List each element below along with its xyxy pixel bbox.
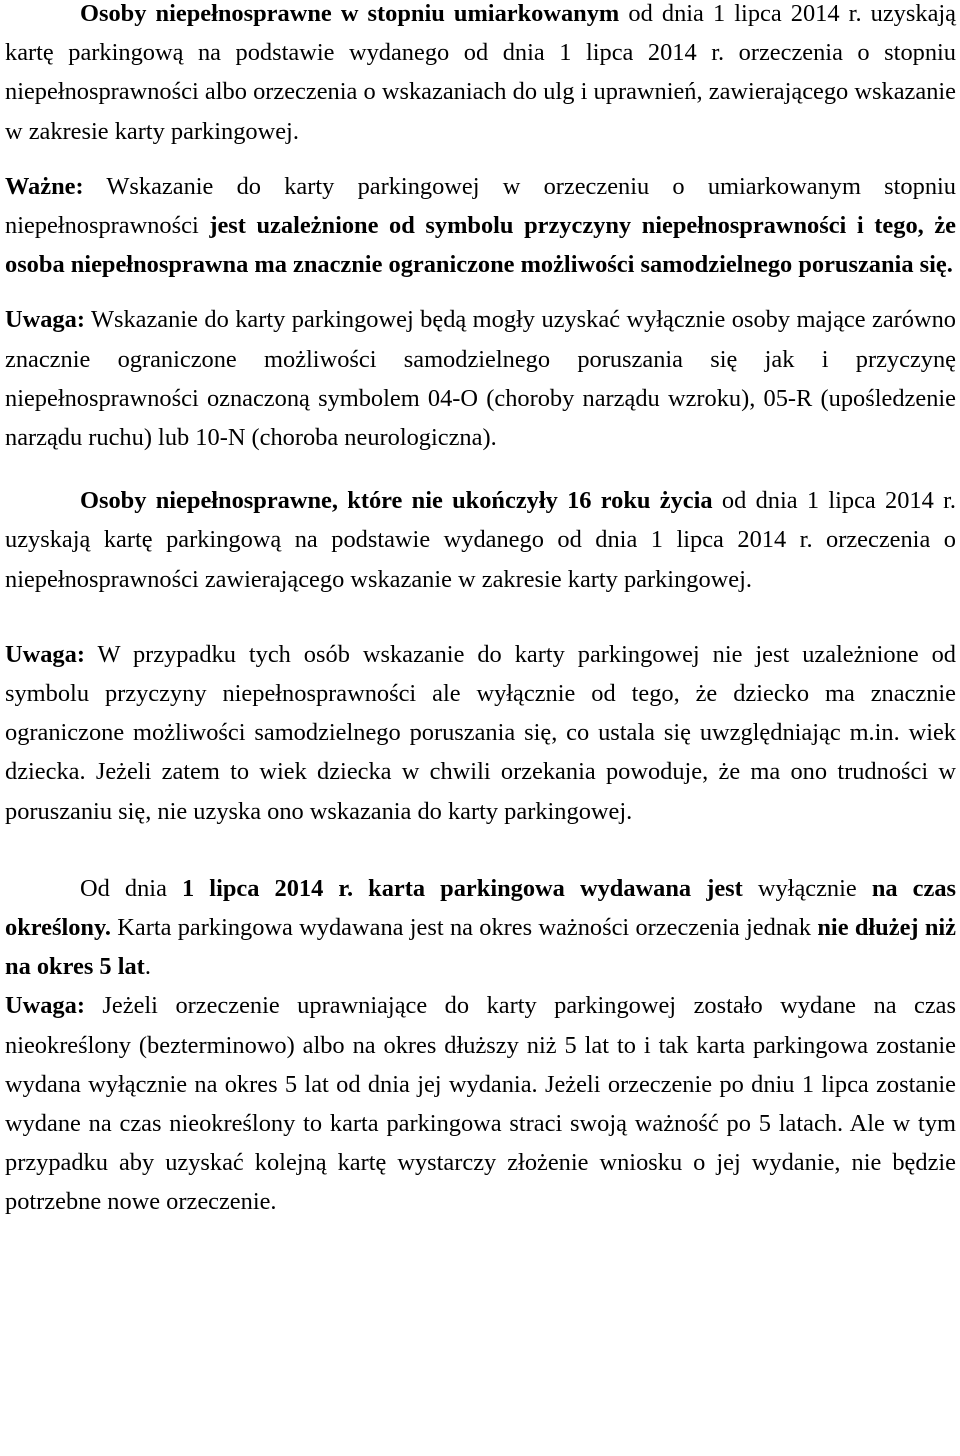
paragraph-emphasis: na czas określony. [5, 874, 957, 942]
paragraph-text: Wskazanie do karty parkingowej będą mogły uzyskać wyłącznie osoby mające zarówno znacznie ograniczone możliwości samodzielnego poruszania się jak i przyczynę niepełnosprawności oznaczoną symbolem 04-O (choroby narządu wzroku), 05-R (upośledzenie narządu ruchu) lub 10-N (choroba neurologiczna). [5, 306, 956, 452]
paragraph-warning-indefinite [5, 986, 956, 1221]
paragraph-warning-children [5, 635, 956, 831]
paragraph-text: Jeżeli orzeczenie uprawniające do karty parkingowej zostało wydane na czas nieokreślony (bezterminowo) albo na okres dłuższy niż 5 lat to i tak karta parkingowa zostanie wydana wyłącznie na okres 5 lat od dnia jej wydania. Jeżeli orzeczenie po dniu 1 lipca zostanie wydane na czas nieokreślony to karta parkingowa straci swoją ważność po 5 latach. Ale w tym przypadku aby uzyskać kolejną kartę wystarczy złożenie wniosku o jej wydanie, nie będzie potrzebne nowe orzeczenie. [5, 992, 956, 1216]
paragraph-text: od dnia 1 lipca 2014 r. uzyskają kartę parkingową na podstawie wydanego od dnia 1 lipca 2014 r. orzeczenia o stopniu niepełnosprawności albo orzeczenia o wskazaniach do ulg i uprawnień, zawierającego wskazanie w zakresie karty parkingowej. [5, 0, 956, 145]
paragraph-text: Wskazanie do karty parkingowej w orzeczeniu o umiarkowanym stopniu niepełnosprawności [5, 172, 956, 240]
paragraph-text: Od dnia [80, 874, 182, 902]
note-label: Ważne: [5, 172, 84, 200]
paragraph-text: . [144, 953, 151, 981]
paragraph-lead: Osoby niepełnosprawne, które nie ukończyły 16 roku życia [80, 487, 713, 515]
paragraph-emphasis: jest uzależnione od symbolu przyczyny niepełnosprawności i tego, że osoba niepełnosprawna ma znacznie ograniczone możliwości samodzielnego poruszania się. [5, 212, 956, 279]
paragraph-card-validity [5, 869, 956, 987]
paragraph-warning-symbols [5, 300, 956, 457]
paragraph-text: Karta parkingowa wydawana jest na okres ważności orzeczenia jednak [110, 914, 818, 942]
paragraph-emphasis: nie dłużej niż na okres 5 lat [5, 914, 956, 981]
paragraph-text: W przypadku tych osób wskazanie do karty parkingowej nie jest uzależnione od symbolu przyczyny niepełnosprawności ale wyłącznie od tego, że dziecko ma znacznie ograniczone możliwości samodzielnego poruszania się, co ustala się uwzględniając m.in. wiek dziecka. Jeżeli zatem to wiek dziecka w chwili orzekania powoduje, że ma ono trudności w poruszaniu się, nie uzyska ono wskazania do karty parkingowej. [5, 640, 956, 825]
note-label: Uwaga: [5, 306, 85, 334]
paragraph-text: wyłącznie [742, 874, 872, 902]
paragraph-emphasis: 1 lipca 2014 r. karta parkingowa wydawana jest [182, 874, 743, 902]
paragraph-text: od dnia 1 lipca 2014 r. uzyskają kartę parkingową na podstawie wydanego od dnia 1 lipca 2014 r. orzeczenia o niepełnosprawności zawierającego wskazanie w zakresie karty parkingowej. [5, 487, 956, 593]
note-label: Uwaga: [5, 992, 85, 1020]
note-label: Uwaga: [5, 640, 85, 668]
document-page [5, 0, 956, 1222]
paragraph-lead: Osoby niepełnosprawne w stopniu umiarkowanym [80, 0, 620, 27]
paragraph-moderate-disability [5, 0, 956, 151]
paragraph-important-note [5, 167, 956, 285]
paragraph-children-under-16 [5, 481, 956, 599]
